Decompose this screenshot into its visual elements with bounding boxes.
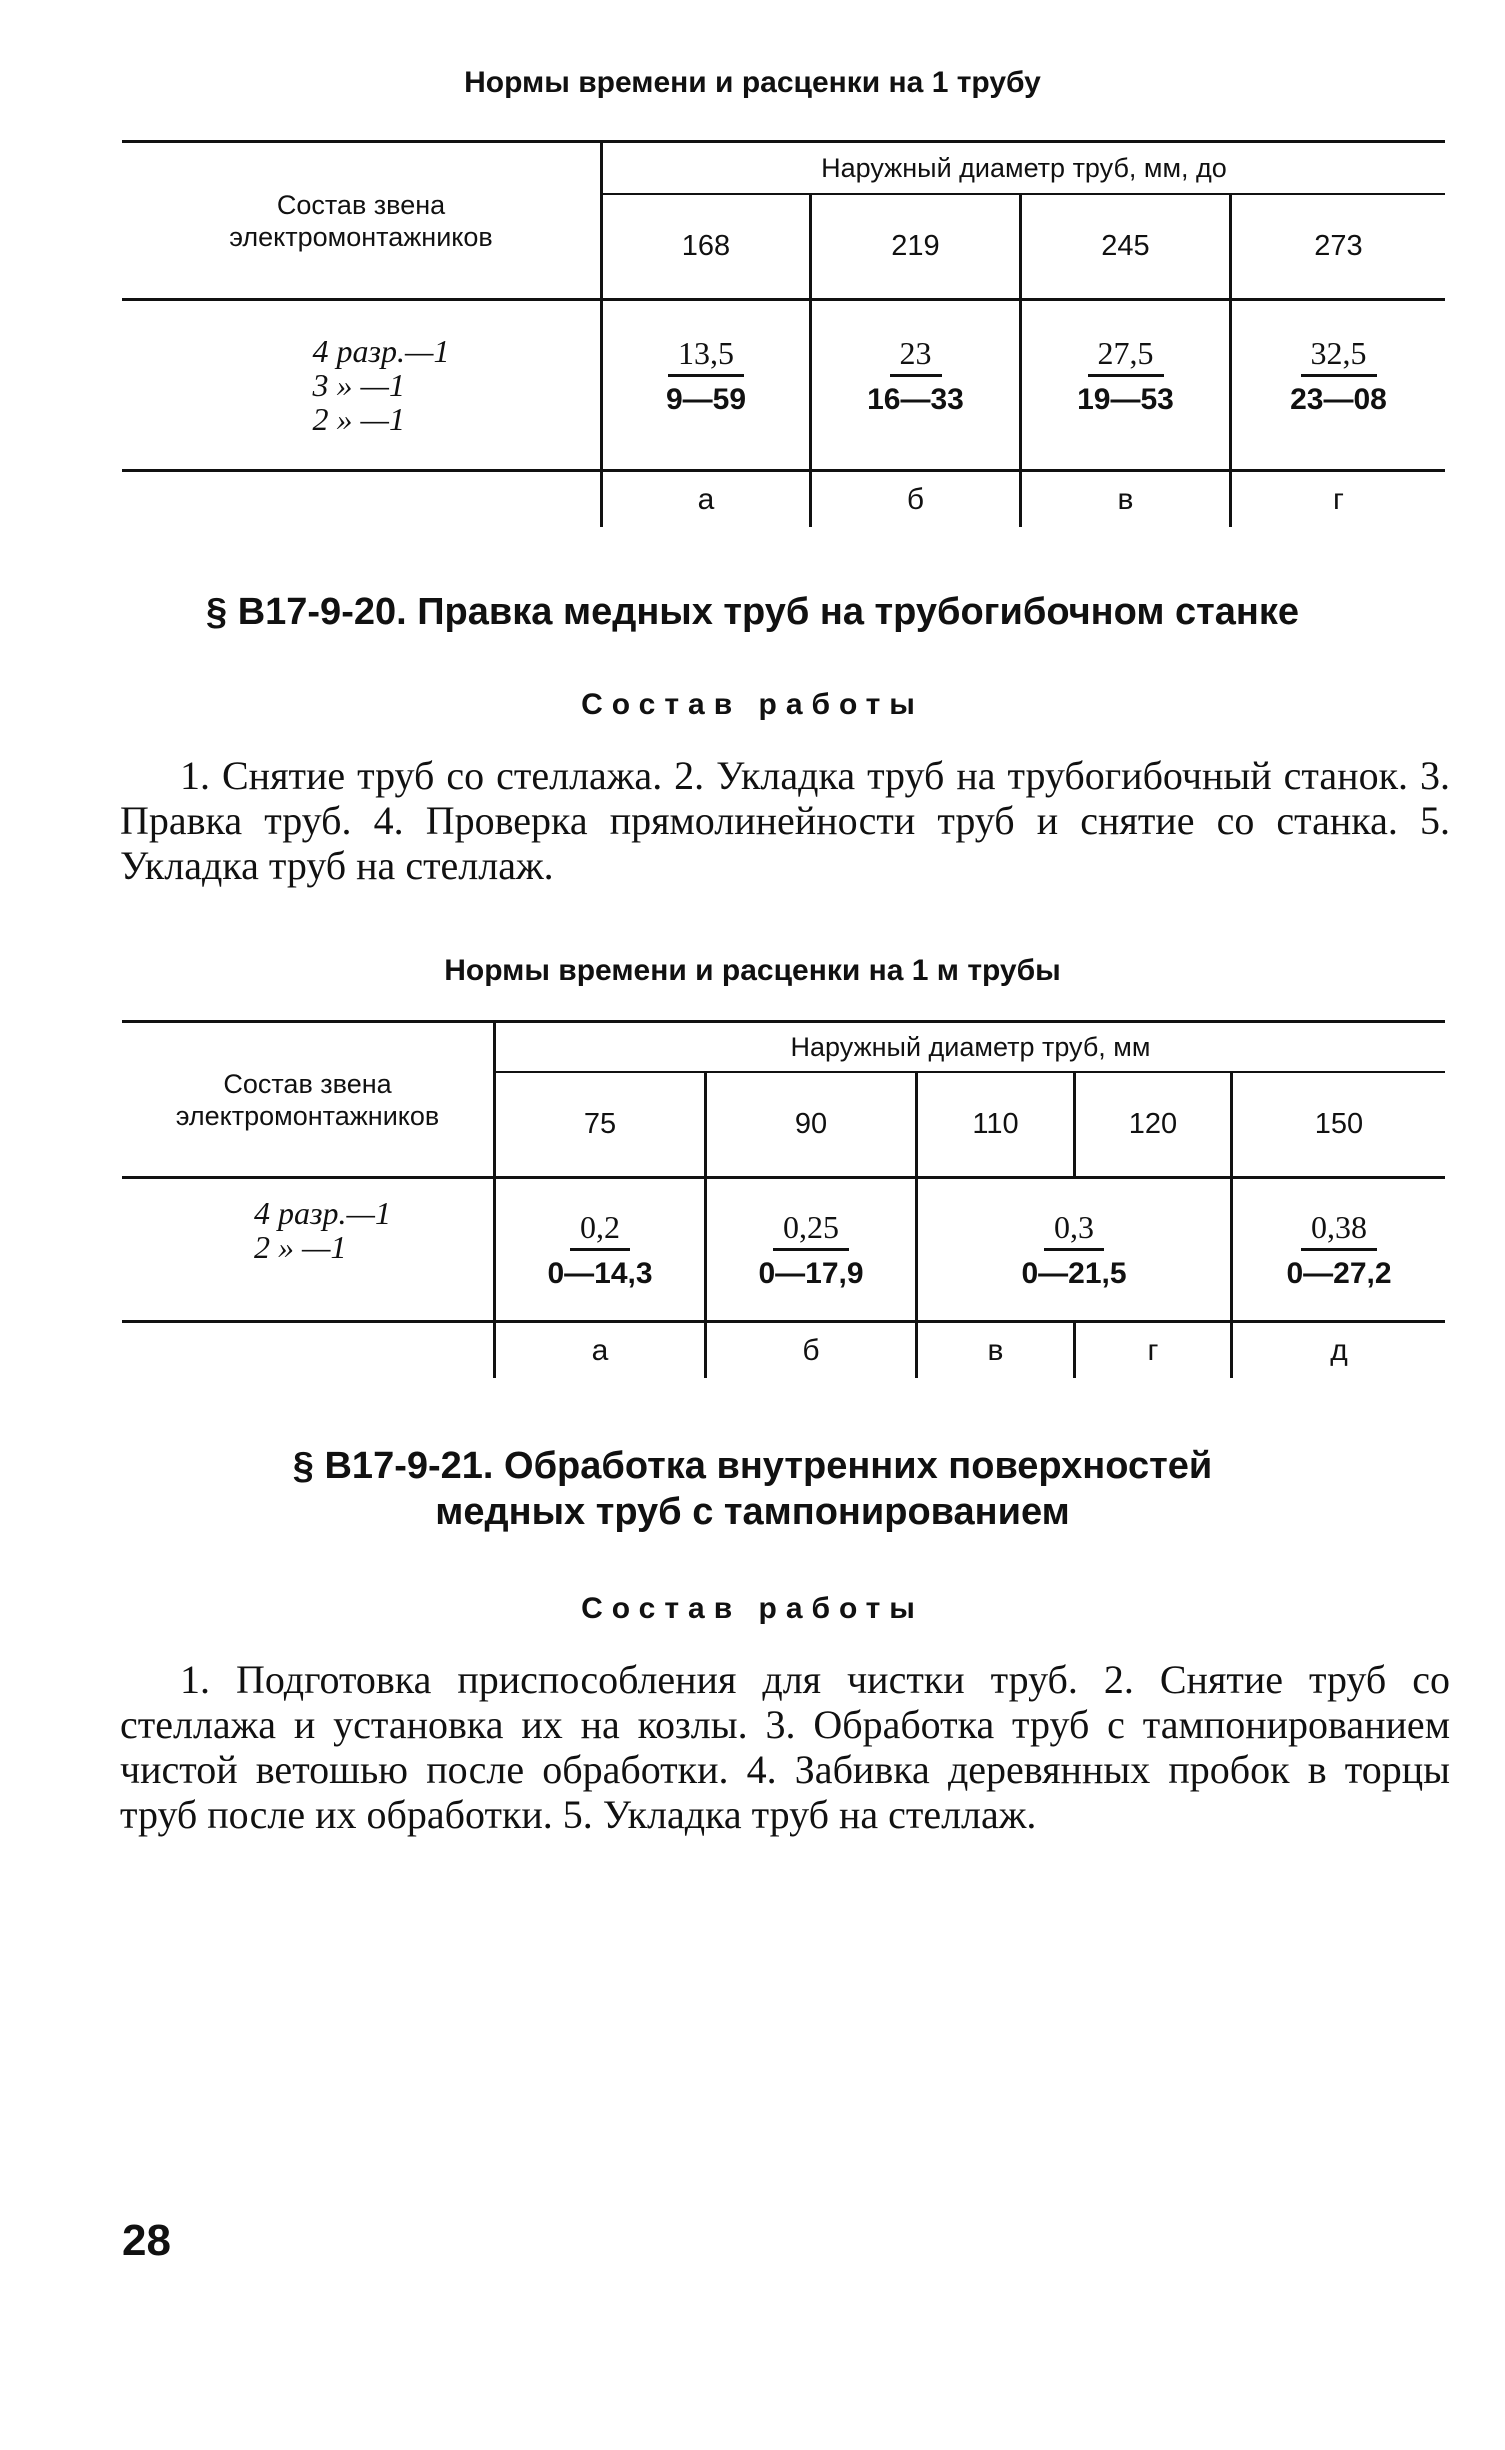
- rate-value: 19—53: [1077, 383, 1174, 416]
- table1-column-letter: а: [697, 482, 715, 516]
- norm-value: 23: [890, 335, 942, 377]
- table1-value-cell: [1022, 301, 1229, 451]
- section1-text: 1. Снятие труб со стеллажа. 2. Укладка труб на трубогибочный станок. 3. Правка труб. 4. Проверка прямолинейности труб и снятие со станка. 5. Укладка труб на стеллаж.: [120, 753, 1450, 888]
- section2-subtitle: Состав работы: [581, 1592, 924, 1625]
- rate-value: 0—21,5: [1021, 1256, 1127, 1290]
- norm-value: 0,25: [773, 1209, 849, 1251]
- table2-value-cell: [918, 1179, 1230, 1320]
- table2-column-letter: г: [1147, 1333, 1159, 1367]
- section1-title: § В17-9-20. Правка медных труб на трубогибочном станке: [206, 591, 1299, 633]
- table1-group-header: Наружный диаметр труб, мм, до: [821, 153, 1227, 183]
- table2-col-header: 120: [1128, 1108, 1178, 1140]
- table2-column-letter: в: [987, 1333, 1004, 1367]
- table1-column-letter: б: [906, 482, 925, 516]
- table2-column-letter: а: [591, 1333, 609, 1367]
- table1-col-header: 273: [1314, 230, 1363, 262]
- table1-value-cell: [603, 301, 809, 451]
- rate-value: 0—17,9: [758, 1256, 864, 1290]
- section2-title-line2: медных труб с тампонированием: [435, 1491, 1070, 1533]
- crew-line: 4 разр.—1: [312, 333, 450, 369]
- table1-column-letter: г: [1333, 482, 1344, 516]
- table1-column-letter: в: [1117, 482, 1134, 516]
- table1-crew-header: Состав звена электромонтажников: [229, 189, 493, 252]
- norm-value: 0,2: [570, 1209, 630, 1251]
- page-number: 28: [122, 2216, 171, 2265]
- table2-column-letter: б: [802, 1333, 820, 1367]
- table1-crew-cell: [122, 301, 600, 469]
- table2-col-header: 150: [1314, 1108, 1364, 1140]
- norm-value: 27,5: [1088, 335, 1164, 377]
- table1-caption: Нормы времени и расценки на 1 трубу: [464, 66, 1041, 99]
- table2-col-header: 110: [972, 1108, 1019, 1140]
- norm-value: 0,38: [1301, 1209, 1377, 1251]
- crew-line: 4 разр.—1: [254, 1194, 391, 1231]
- crew-line: 3 » —1: [312, 367, 405, 403]
- rate-value: 0—14,3: [547, 1256, 653, 1290]
- norm-value: 13,5: [668, 335, 744, 377]
- rate-value: 16—33: [867, 383, 964, 416]
- norm-value: 32,5: [1301, 335, 1377, 377]
- table1-value-cell: [1232, 301, 1445, 451]
- crew-line: 2 » —1: [312, 401, 405, 437]
- rate-value: 23—08: [1290, 383, 1387, 416]
- table2-col-header: 75: [583, 1108, 617, 1140]
- table1-col-header: 245: [1101, 230, 1150, 262]
- table2-value-cell: [1233, 1179, 1445, 1320]
- section2-text: 1. Подготовка приспособления для чистки труб. 2. Снятие труб со стеллажа и установка их на козлы. 3. Обработка труб с тампонированием чистой ветошью после обработки. 4. Забивка деревянных пробок в торцы труб после их обработки. 5. Укладка труб на стеллаж.: [120, 1657, 1450, 1837]
- norm-value: 0,3: [1044, 1209, 1104, 1251]
- table1-col-header: 219: [891, 230, 940, 262]
- table2-value-cell: [707, 1179, 915, 1320]
- rate-value: 0—27,2: [1286, 1256, 1392, 1290]
- section2-title-line1: § В17-9-21. Обработка внутренних поверхностей: [292, 1445, 1213, 1487]
- table2-crew-header: Состав звена электромонтажников: [175, 1068, 440, 1131]
- rate-value: 9—59: [665, 383, 747, 416]
- table1-col-header: 168: [681, 230, 731, 262]
- table2-crew-cell: [122, 1179, 493, 1320]
- table1-value-cell: [812, 301, 1019, 451]
- table2-column-letter: д: [1330, 1333, 1348, 1367]
- table2-group-header: Наружный диаметр труб, мм: [790, 1032, 1151, 1062]
- table2-value-cell: [496, 1179, 704, 1320]
- section1-subtitle: Состав работы: [581, 688, 924, 721]
- table2-col-header: 90: [794, 1108, 828, 1140]
- table2-caption: Нормы времени и расценки на 1 м трубы: [444, 954, 1061, 987]
- crew-line: 2 » —1: [254, 1228, 347, 1265]
